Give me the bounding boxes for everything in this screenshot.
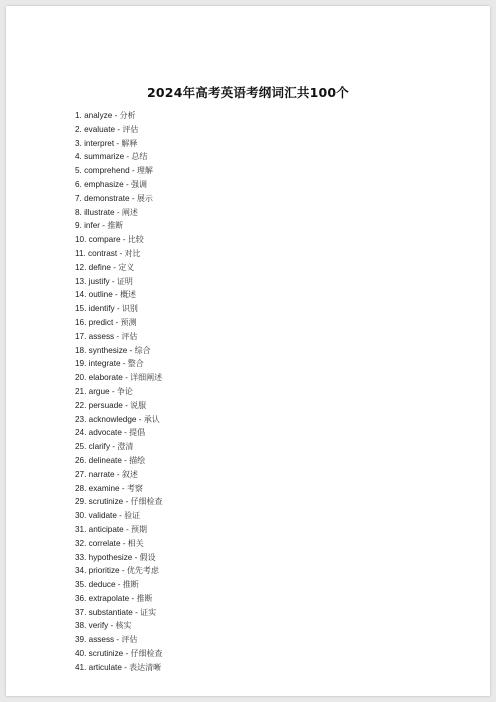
list-item — [75, 247, 163, 261]
english-word: 11. contrast - — [75, 248, 125, 258]
list-item — [75, 482, 163, 496]
english-word: 40. scrutinize - — [75, 649, 131, 659]
english-word: 26. delineate - — [75, 455, 130, 465]
english-word: 14. outline - — [75, 290, 121, 300]
chinese-meaning: 证实 — [140, 607, 157, 617]
chinese-meaning: 证明 — [116, 276, 133, 286]
chinese-meaning: 预期 — [130, 524, 147, 534]
chinese-meaning: 理解 — [136, 166, 153, 176]
list-item — [75, 275, 163, 289]
english-word: 9. infer - — [75, 221, 108, 231]
english-word: 4. summarize - — [75, 152, 132, 162]
chinese-meaning: 核实 — [115, 621, 132, 631]
english-word: 6. emphasize - — [75, 179, 131, 189]
chinese-meaning: 识别 — [121, 304, 138, 314]
english-word: 8. illustrate - — [75, 207, 122, 217]
document-page — [6, 6, 490, 696]
list-item — [75, 233, 163, 247]
list-item — [75, 468, 163, 482]
chinese-meaning: 验证 — [124, 511, 141, 521]
chinese-meaning: 叙述 — [121, 469, 138, 479]
english-word: 36. extrapolate - — [75, 593, 137, 603]
list-item — [75, 357, 163, 371]
list-item — [75, 564, 163, 578]
english-word: 32. correlate - — [75, 538, 128, 548]
chinese-meaning: 说服 — [130, 400, 147, 410]
list-item — [75, 288, 163, 302]
list-item — [75, 509, 163, 523]
english-word: 20. elaborate - — [75, 373, 131, 383]
document-title: 2024年高考英语考纲词汇共100个 — [147, 85, 349, 100]
chinese-meaning: 综合 — [134, 345, 151, 355]
list-item — [75, 302, 163, 316]
chinese-meaning: 推断 — [122, 580, 139, 590]
english-word: 17. assess - — [75, 331, 122, 341]
chinese-meaning: 强调 — [130, 179, 147, 189]
english-word: 41. articulate - — [75, 662, 130, 672]
english-word: 30. validate - — [75, 511, 125, 521]
english-word: 7. demonstrate - — [75, 193, 137, 203]
english-word: 29. scrutinize - — [75, 497, 131, 507]
list-item — [75, 137, 163, 151]
chinese-meaning: 定义 — [118, 262, 135, 272]
chinese-meaning: 整合 — [127, 359, 144, 369]
list-item — [75, 371, 163, 385]
english-word: 12. define - — [75, 262, 119, 272]
chinese-meaning: 仔细检查 — [130, 497, 163, 507]
list-item — [75, 426, 163, 440]
vocabulary-list — [75, 109, 163, 675]
list-item — [75, 316, 163, 330]
list-item — [75, 495, 163, 509]
chinese-meaning: 概述 — [120, 290, 137, 300]
english-word: 25. clarify - — [75, 442, 118, 452]
chinese-meaning: 推断 — [107, 221, 124, 231]
chinese-meaning: 争论 — [116, 386, 133, 396]
english-word: 38. verify - — [75, 621, 116, 631]
chinese-meaning: 阐述 — [121, 207, 138, 217]
english-word: 19. integrate - — [75, 359, 128, 369]
chinese-meaning: 假设 — [139, 552, 156, 562]
chinese-meaning: 考察 — [126, 483, 143, 493]
list-item — [75, 178, 163, 192]
english-word: 21. argue - — [75, 386, 117, 396]
chinese-meaning: 评估 — [121, 331, 138, 341]
english-word: 33. hypothesize - — [75, 552, 140, 562]
chinese-meaning: 比较 — [127, 235, 144, 245]
english-word: 13. justify - — [75, 276, 117, 286]
chinese-meaning: 展示 — [136, 193, 153, 203]
list-item — [75, 661, 163, 675]
list-item — [75, 330, 163, 344]
list-item — [75, 206, 163, 220]
list-item — [75, 551, 163, 565]
chinese-meaning: 仔细检查 — [130, 649, 163, 659]
chinese-meaning: 推断 — [136, 593, 153, 603]
english-word: 31. anticipate - — [75, 524, 131, 534]
list-item — [75, 219, 163, 233]
chinese-meaning: 承认 — [143, 414, 160, 424]
english-word: 16. predict - — [75, 317, 121, 327]
list-item — [75, 592, 163, 606]
list-item — [75, 619, 163, 633]
list-item — [75, 344, 163, 358]
list-item — [75, 633, 163, 647]
chinese-meaning: 预测 — [120, 317, 137, 327]
english-word: 22. persuade - — [75, 400, 131, 410]
chinese-meaning: 详细阐述 — [130, 373, 163, 383]
english-word: 34. prioritize - — [75, 566, 127, 576]
chinese-meaning: 描绘 — [129, 455, 146, 465]
english-word: 15. identify - — [75, 304, 122, 314]
chinese-meaning: 对比 — [124, 248, 141, 258]
english-word: 35. deduce - — [75, 580, 123, 590]
english-word: 18. synthesize - — [75, 345, 135, 355]
chinese-meaning: 优先考虑 — [126, 566, 159, 576]
english-word: 10. compare - — [75, 235, 128, 245]
english-word: 39. assess - — [75, 635, 122, 645]
list-item — [75, 413, 163, 427]
list-item — [75, 150, 163, 164]
list-item — [75, 537, 163, 551]
chinese-meaning: 澄清 — [117, 442, 134, 452]
list-item — [75, 606, 163, 620]
english-word: 5. comprehend - — [75, 166, 137, 176]
list-item — [75, 192, 163, 206]
chinese-meaning: 评估 — [121, 635, 138, 645]
list-item — [75, 399, 163, 413]
english-word: 3. interpret - — [75, 138, 122, 148]
english-word: 23. acknowledge - — [75, 414, 144, 424]
list-item — [75, 261, 163, 275]
chinese-meaning: 解释 — [121, 138, 138, 148]
english-word: 27. narrate - — [75, 469, 122, 479]
chinese-meaning: 表达清晰 — [129, 662, 162, 672]
list-item — [75, 647, 163, 661]
list-item — [75, 454, 163, 468]
chinese-meaning: 分析 — [119, 111, 136, 120]
chinese-meaning: 提倡 — [129, 428, 146, 438]
english-word: 24. advocate - — [75, 428, 130, 438]
chinese-meaning: 评估 — [122, 124, 139, 134]
chinese-meaning: 相关 — [127, 538, 144, 548]
english-word: 28. examine - — [75, 483, 127, 493]
list-item — [75, 123, 163, 137]
english-word: 1. analyze - — [75, 111, 120, 120]
english-word: 37. substantiate - — [75, 607, 141, 617]
list-item — [75, 440, 163, 454]
list-item — [75, 164, 163, 178]
list-item — [75, 385, 163, 399]
list-item — [75, 523, 163, 537]
chinese-meaning: 总结 — [131, 152, 148, 162]
list-item — [75, 109, 163, 123]
english-word: 2. evaluate - — [75, 124, 123, 134]
list-item — [75, 578, 163, 592]
